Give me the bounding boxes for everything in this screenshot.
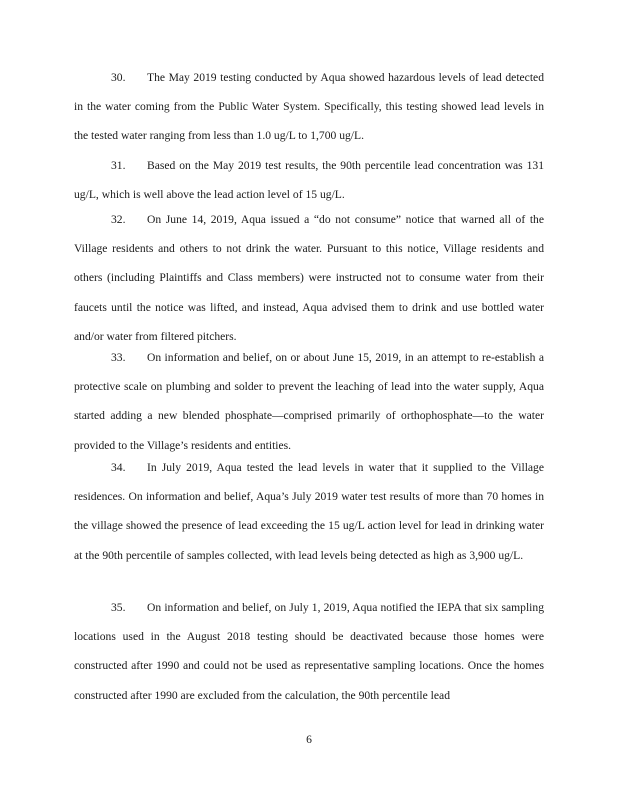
paragraph-number: 34. bbox=[111, 461, 126, 474]
paragraph-text: On information and belief, on or about June 15, 2019, in an attempt to re-establish a protective scale on plumbing and solder to prevent the leaching of lead into the water supply, Aqua started adding a new blended phosphate—comprised primarily of orthophosphate—to the water provided to the Village’s residents and entities. bbox=[74, 351, 544, 452]
paragraph-number: 35. bbox=[111, 601, 126, 614]
paragraph-text: On June 14, 2019, Aqua issued a “do not consume” notice that warned all of the Village residents and others to not drink the water. Pursuant to this notice, Village residents and others (including Plaintiffs and Class members) were instructed not to consume water from their faucets until the notice was lifted, and instead, Aqua advised them to drink and use bottled water and/or water from filtered pitchers. bbox=[74, 213, 544, 343]
paragraph-number: 33. bbox=[111, 351, 126, 364]
paragraph-35 bbox=[74, 593, 544, 710]
paragraph-text: Based on the May 2019 test results, the 90th percentile lead concentration was 131 ug/L, which is well above the lead action level of 15 ug/L. bbox=[74, 159, 544, 202]
paragraph-34 bbox=[74, 453, 544, 570]
paragraph-32 bbox=[74, 205, 544, 351]
paragraph-number: 30. bbox=[111, 71, 126, 84]
page-number: 6 bbox=[306, 733, 312, 746]
paragraph-number: 31. bbox=[111, 159, 126, 172]
paragraph-30 bbox=[74, 63, 544, 151]
paragraph-31 bbox=[74, 151, 544, 209]
paragraph-text: The May 2019 testing conducted by Aqua showed hazardous levels of lead detected in the water coming from the Public Water System. Specifically, this testing showed lead levels in the tested water ranging from less than 1.0 ug/L to 1,700 ug/L. bbox=[74, 71, 544, 143]
paragraph-33 bbox=[74, 343, 544, 460]
paragraph-text: In July 2019, Aqua tested the lead levels in water that it supplied to the Village residences. On information and belief, Aqua’s July 2019 water test results of more than 70 homes in the village showed the presence of lead exceeding the 15 ug/L action level for lead in drinking water at the 90th percentile of samples collected, with lead levels being detected as high as 3,900 ug/L. bbox=[74, 461, 544, 562]
paragraph-text: On information and belief, on July 1, 2019, Aqua notified the IEPA that six sampling locations used in the August 2018 testing should be deactivated because those homes were constructed after 1990 and could not be used as representative sampling locations. Once the homes constructed after 1990 are excluded from the calculation, the 90th percentile lead bbox=[74, 601, 544, 702]
paragraph-number: 32. bbox=[111, 213, 126, 226]
